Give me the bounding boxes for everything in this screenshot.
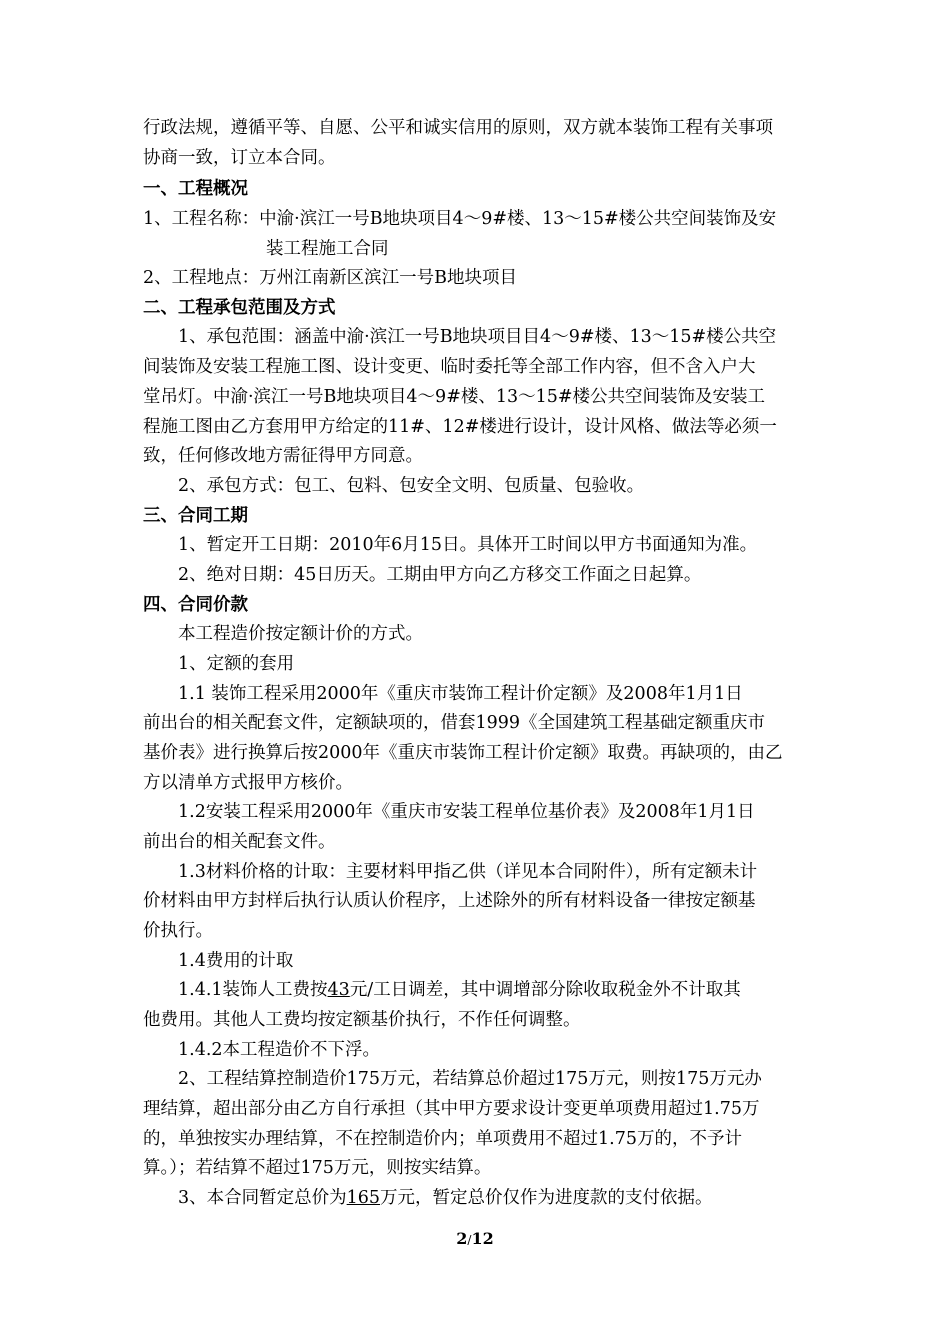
labor-rate-value: 43 xyxy=(327,980,350,1000)
paragraph-line: 2、工程结算控制造价175万元，若结算总价超过175万元，则按175万元办 xyxy=(178,1069,762,1089)
total-pages: 12 xyxy=(471,1229,494,1248)
paragraph-line: 本工程造价按定额计价的方式。 xyxy=(178,624,423,644)
page-separator: / xyxy=(467,1233,472,1247)
total-price-value: 165 xyxy=(346,1188,381,1208)
paragraph-line: 堂吊灯。中渝·滨江一号B地块项目4～9#楼、13～15#楼公共空间装饰及安装工 xyxy=(143,387,766,407)
labor-cost-prefix: 1.4.1装饰人工费按 xyxy=(178,980,328,1000)
total-price-prefix: 3、本合同暂定总价为 xyxy=(178,1188,347,1208)
paragraph-line: 基价表》进行换算后按2000年《重庆市装饰工程计价定额》取费。再缺项的，由乙 xyxy=(143,743,783,763)
paragraph-line: 程施工图由乙方套用甲方给定的11#、12#楼进行设计，设计风格、做法等必须一 xyxy=(143,417,777,437)
paragraph-line: 1.3材料价格的计取：主要材料甲指乙供（详见本合同附件），所有定额未计 xyxy=(178,862,758,882)
section-heading-scope: 二、工程承包范围及方式 xyxy=(143,298,336,318)
paragraph-line: 1、承包范围：涵盖中渝·滨江一号B地块项目目4～9#楼、13～15#楼公共空 xyxy=(178,327,777,347)
project-name-continuation: 装工程施工合同 xyxy=(266,239,389,259)
paragraph-line: 前出台的相关配套文件。 xyxy=(143,832,336,852)
paragraph-line: 致，任何修改地方需征得甲方同意。 xyxy=(143,446,423,466)
section-heading-schedule: 三、合同工期 xyxy=(143,506,248,526)
paragraph-line: 价材料由甲方封样后执行认质认价程序，上述除外的所有材料设备一律按定额基 xyxy=(143,891,756,911)
section-heading-overview: 一、工程概况 xyxy=(143,179,248,199)
paragraph-line: 理结算，超出部分由乙方自行承担（其中甲方要求设计变更单项费用超过1.75万 xyxy=(143,1099,760,1119)
paragraph-line: 协商一致，订立本合同。 xyxy=(143,148,336,168)
paragraph-line: 的，单独按实办理结算，不在控制造价内；单项费用不超过1.75万的，不予计 xyxy=(143,1129,742,1149)
paragraph-line: 1.1 装饰工程采用2000年《重庆市装饰工程计价定额》及2008年1月1日 xyxy=(178,684,743,704)
labor-cost-line xyxy=(0,976,950,1004)
paragraph-line: 1.2安装工程采用2000年《重庆市安装工程单位基价表》及2008年1月1日 xyxy=(178,802,755,822)
paragraph-line: 间装饰及安装工程施工图、设计变更、临时委托等全部工作内容，但不含入户大 xyxy=(143,357,756,377)
labor-cost-suffix: 元/工日调差，其中调增部分除收取税金外不计取其 xyxy=(349,980,741,1000)
project-name-line: 1、工程名称：中渝·滨江一号B地块项目4～9#楼、13～15#楼公共空间装饰及安 xyxy=(143,209,777,229)
paragraph-line: 价执行。 xyxy=(143,921,213,941)
total-price-line xyxy=(0,1184,950,1212)
paragraph-line: 前出台的相关配套文件，定额缺项的，借套1999《全国建筑工程基础定额重庆市 xyxy=(143,713,766,733)
paragraph-line: 方以清单方式报甲方核价。 xyxy=(143,773,353,793)
paragraph-line: 2、承包方式：包工、包料、包安全文明、包质量、包验收。 xyxy=(178,476,645,496)
paragraph-line: 2、绝对日期：45日历天。工期由甲方向乙方移交工作面之日起算。 xyxy=(178,565,702,585)
project-location-line: 2、工程地点：万州江南新区滨江一号B地块项目 xyxy=(143,268,517,288)
section-heading-price: 四、合同价款 xyxy=(143,595,248,615)
paragraph-line: 行政法规，遵循平等、自愿、公平和诚实信用的原则，双方就本装饰工程有关事项 xyxy=(143,118,773,138)
paragraph-line: 他费用。其他人工费均按定额基价执行，不作任何调整。 xyxy=(143,1010,581,1030)
page-number xyxy=(0,1227,950,1252)
current-page: 2 xyxy=(456,1229,468,1248)
paragraph-line: 1.4费用的计取 xyxy=(178,951,294,971)
paragraph-line: 1、暂定开工日期：2010年6月15日。具体开工时间以甲方书面通知为准。 xyxy=(178,535,758,555)
paragraph-line: 1、定额的套用 xyxy=(178,654,295,674)
total-price-suffix: 万元，暂定总价仅作为进度款的支付依据。 xyxy=(380,1188,713,1208)
paragraph-line: 算。）；若结算不超过175万元，则按实结算。 xyxy=(143,1158,492,1178)
paragraph-line: 1.4.2本工程造价不下浮。 xyxy=(178,1040,381,1060)
